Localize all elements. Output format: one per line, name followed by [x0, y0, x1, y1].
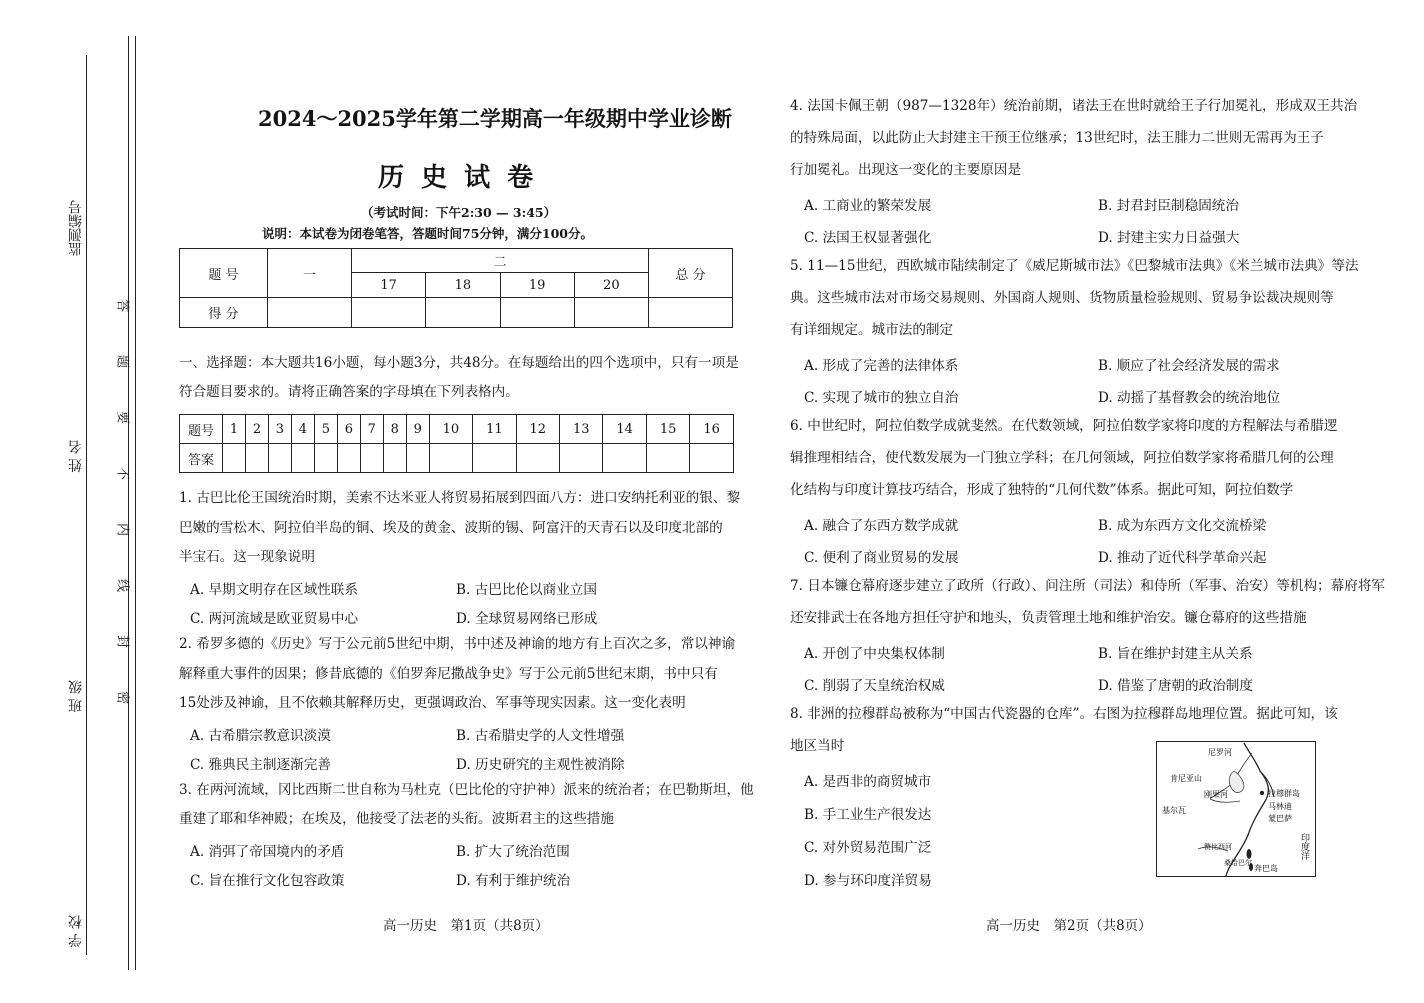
school-label: 学 校 — [68, 915, 84, 948]
q7-line: 7. 日本镰仓幕府逐步建立了政所（行政）、问注所（司法）和侍所（军事、治安）等机构；幕府将军 — [790, 578, 1386, 594]
map-label-zanzibar: 桑给巴尔 — [1224, 859, 1252, 867]
map-label-indian-ocean: 印度洋 — [1299, 833, 1309, 860]
answer-cell[interactable] — [429, 444, 472, 473]
score-cell[interactable] — [352, 298, 426, 328]
q1-option-d[interactable]: D. 全球贸易网络已形成 — [456, 611, 598, 627]
q8-line: 地区当时 — [790, 738, 845, 754]
answer-num: 3 — [268, 415, 291, 444]
score-cell[interactable] — [649, 298, 733, 328]
q5-line: 5. 11—15世纪，西欧城市陆续制定了《威尼斯城市法》《巴黎城市法典》《米兰城市法典》等法 — [790, 258, 1359, 274]
map-label-malindi: 马林迪 — [1268, 802, 1292, 811]
q2-option-b[interactable]: B. 古希腊史学的人文性增强 — [456, 728, 625, 744]
answer-num: 4 — [291, 415, 314, 444]
q2-line: 解释重大事件的因果；修昔底德的《伯罗奔尼撒战争史》写于公元前5世纪末期，书中只有 — [179, 666, 718, 682]
answer-num: 9 — [406, 415, 429, 444]
score-header-no: 题 号 — [180, 249, 268, 298]
class-label: 班 级 — [68, 680, 84, 713]
q7-option-a[interactable]: A. 开创了中央集权体制 — [804, 646, 945, 662]
seal-char: 内 — [114, 522, 130, 536]
answer-num: 1 — [223, 415, 246, 444]
q5-option-c[interactable]: C. 实现了城市的独立自治 — [804, 390, 959, 406]
score-header-two: 二 — [352, 249, 649, 273]
zanzibar-island — [1247, 849, 1252, 859]
answer-num: 11 — [473, 415, 516, 444]
exam-note: 说明：本试卷为闭卷笔答，答题时间75分钟，满分100分。 — [262, 226, 593, 241]
section1-line2: 符合题目要求的。请将正确答案的字母填在下列表格内。 — [179, 384, 519, 400]
answer-cell[interactable] — [360, 444, 383, 473]
q2-line: 2. 希罗多德的《历史》写于公元前5世纪中期，书中述及神谕的地方有上百次之多，常以神谕 — [179, 636, 736, 652]
score-header-score: 得 分 — [180, 298, 268, 328]
answer-num: 7 — [360, 415, 383, 444]
q4-option-b[interactable]: B. 封君封臣制稳固统治 — [1098, 198, 1239, 214]
answer-num: 16 — [690, 415, 734, 444]
q4-option-d[interactable]: D. 封建主实力日益强大 — [1098, 230, 1240, 246]
score-cell[interactable] — [574, 298, 648, 328]
q4-line: 行加冕礼。出现这一变化的主要原因是 — [790, 162, 1022, 178]
q4-line: 4. 法国卡佩王朝（987—1328年）统治前期，诸法王在世时就给王子行加冕礼，形成双王共治 — [790, 98, 1358, 114]
answer-cell[interactable] — [406, 444, 429, 473]
answer-num: 12 — [516, 415, 559, 444]
map-label-kenya: 肯尼亚山 — [1170, 774, 1202, 783]
q3-option-b[interactable]: B. 扩大了统治范围 — [456, 844, 570, 860]
answer-cell[interactable] — [690, 444, 734, 473]
subject-title: 历 史 试 卷 — [378, 163, 538, 193]
q6-option-c[interactable]: C. 便利了商业贸易的发展 — [804, 550, 959, 566]
q4-line: 的特殊局面，以此防止大封建主干预王位继承；13世纪时，法王腓力二世则无需再为王子 — [790, 130, 1324, 146]
q8-option-b[interactable]: B. 手工业生产很发达 — [804, 807, 932, 823]
q3-option-a[interactable]: A. 消弭了帝国境内的矛盾 — [190, 844, 345, 860]
q8-option-c[interactable]: C. 对外贸易范围广泛 — [804, 840, 932, 856]
q6-option-a[interactable]: A. 融合了东西方数学成就 — [804, 518, 959, 534]
name-label: 姓 名 — [68, 440, 84, 473]
seal-char: 不 — [114, 466, 130, 480]
map-label-pemba: 奔巴岛 — [1254, 864, 1278, 873]
seal-line — [128, 36, 129, 970]
exam-time: （考试时间：下午2:30 — 3:45） — [361, 205, 557, 220]
q1-line: 1. 古巴比伦王国统治时期，美索不达米亚人将贸易拓展到四面八方：进口安纳托利亚的银、黎 — [179, 490, 741, 506]
q8-line: 8. 非洲的拉穆群岛被称为“中国古代瓷器的仓库”。右图为拉穆群岛地理位置。据此可知，该 — [790, 706, 1338, 722]
exam-title: 2024～2025学年第二学期高一年级期中学业诊断 — [258, 106, 732, 131]
answer-num: 6 — [337, 415, 360, 444]
q1-line: 半宝石。这一现象说明 — [179, 549, 315, 565]
answer-cell[interactable] — [245, 444, 268, 473]
score-col: 20 — [574, 273, 648, 298]
answer-cell[interactable] — [223, 444, 246, 473]
q6-option-d[interactable]: D. 推动了近代科学革命兴起 — [1098, 550, 1267, 566]
answer-cell[interactable] — [268, 444, 291, 473]
q5-line: 典。这些城市法对市场交易规则、外国商人规则、货物质量检验规则、贸易争讼裁决规则等 — [790, 290, 1334, 306]
seal-line-inner — [135, 36, 136, 970]
answer-num: 5 — [314, 415, 337, 444]
q3-option-d[interactable]: D. 有利于维护统治 — [456, 873, 571, 889]
map-label-kilwa: 基尔瓦 — [1162, 806, 1186, 815]
section1-line1: 一、选择题：本大题共16小题，每小题3分，共48分。在每题给出的四个选项中，只有一项是 — [179, 355, 739, 371]
binding-line — [86, 55, 87, 955]
map-label-lamu: 拉穆群岛 — [1268, 789, 1300, 798]
answer-cell[interactable] — [603, 444, 646, 473]
map-label-zambezi: 赞比西河 — [1204, 843, 1232, 851]
answer-cell[interactable] — [516, 444, 559, 473]
q2-option-c[interactable]: C. 雅典民主制逐渐完善 — [190, 757, 331, 773]
page-footer-left: 高一历史 第1页（共8页） — [383, 918, 549, 934]
exam-no-label: 监测编号 — [68, 200, 84, 256]
seal-char: 线 — [114, 578, 130, 592]
answer-num: 2 — [245, 415, 268, 444]
answer-num: 8 — [383, 415, 406, 444]
answer-cell[interactable] — [314, 444, 337, 473]
q3-line: 重建了耶和华神殿；在埃及，他接受了法老的头衔。波斯君主的这些措施 — [179, 811, 614, 827]
score-col: 17 — [352, 273, 426, 298]
page-footer-right: 高一历史 第2页（共8页） — [986, 918, 1152, 934]
q1-option-c[interactable]: C. 两河流域是欧亚贸易中心 — [190, 611, 359, 627]
q3-option-c[interactable]: C. 旨在推行文化包容政策 — [190, 873, 345, 889]
q7-option-d[interactable]: D. 借鉴了唐朝的政治制度 — [1098, 678, 1253, 694]
seal-char: 题 — [114, 354, 130, 368]
q8-option-d[interactable]: D. 参与环印度洋贸易 — [804, 873, 932, 889]
score-header-one: 一 — [268, 249, 352, 298]
q8-option-a[interactable]: A. 是西非的商贸城市 — [804, 774, 932, 790]
q7-option-c[interactable]: C. 削弱了天皇统治权威 — [804, 678, 945, 694]
score-table — [179, 248, 733, 328]
q2-option-d[interactable]: D. 历史研究的主观性被消除 — [456, 757, 625, 773]
score-cell[interactable] — [500, 298, 574, 328]
q1-option-a[interactable]: A. 早期文明存在区域性联系 — [190, 582, 358, 598]
q7-option-b[interactable]: B. 旨在维护封建主从关系 — [1098, 646, 1253, 662]
score-col: 18 — [426, 273, 500, 298]
answer-num: 10 — [429, 415, 472, 444]
answer-cell[interactable] — [473, 444, 516, 473]
seal-char: 要 — [114, 410, 130, 424]
seal-char: 答 — [114, 298, 130, 312]
map-label-congo: 刚果河 — [1204, 790, 1228, 799]
q5-option-a[interactable]: A. 形成了完善的法律体系 — [804, 358, 959, 374]
q3-line: 3. 在两河流域，冈比西斯二世自称为马杜克（巴比伦的守护神）派来的统治者；在巴勒斯坦，他 — [179, 782, 754, 798]
answer-num: 14 — [603, 415, 646, 444]
lamu-marker — [1260, 791, 1264, 795]
q4-option-c[interactable]: C. 法国王权显著强化 — [804, 230, 932, 246]
answer-cell[interactable] — [337, 444, 360, 473]
answer-header-ans: 答案 — [180, 444, 223, 473]
answer-cell[interactable] — [560, 444, 603, 473]
score-cell[interactable] — [268, 298, 352, 328]
seal-char: 密 — [114, 690, 130, 704]
q5-line: 有详细规定。城市法的制定 — [790, 322, 954, 338]
answer-num: 13 — [560, 415, 603, 444]
map-label-mombasa: 蒙巴萨 — [1268, 814, 1292, 823]
q5-option-d[interactable]: D. 动摇了基督教会的统治地位 — [1098, 390, 1281, 406]
q7-line: 还安排武士在各地方担任守护和地头，负责管理土地和维护治安。镰仓幕府的这些措施 — [790, 610, 1307, 626]
map-label-nile: 尼罗河 — [1208, 748, 1232, 757]
answer-cell[interactable] — [291, 444, 314, 473]
answer-cell[interactable] — [383, 444, 406, 473]
q5-option-b[interactable]: B. 顺应了社会经济发展的需求 — [1098, 358, 1280, 374]
q6-option-b[interactable]: B. 成为东西方文化交流桥梁 — [1098, 518, 1267, 534]
q1-option-b[interactable]: B. 古巴比伦以商业立国 — [456, 582, 597, 598]
q1-line: 巴嫩的雪松木、阿拉伯半岛的铜、埃及的黄金、波斯的锡、阿富汗的天青石以及印度北部的 — [179, 520, 723, 536]
q4-option-a[interactable]: A. 工商业的繁荣发展 — [804, 198, 932, 214]
score-col: 19 — [500, 273, 574, 298]
seal-char: 封 — [114, 634, 130, 648]
q6-line: 辑推理相结合，使代数发展为一门独立学科；在几何领域，阿拉伯数学家将希腊几何的公理 — [790, 450, 1334, 466]
lamu-map — [1156, 741, 1316, 877]
answer-num: 15 — [646, 415, 689, 444]
answer-table — [179, 414, 734, 473]
score-cell[interactable] — [426, 298, 500, 328]
score-header-total: 总 分 — [649, 249, 733, 298]
answer-header-no: 题号 — [180, 415, 223, 444]
q2-line: 15处涉及神谕，且不依赖其解释历史，更强调政治、军事等现实因素。这一变化表明 — [179, 695, 686, 711]
q6-line: 化结构与印度计算技巧结合，形成了独特的“几何代数”体系。据此可知，阿拉伯数学 — [790, 482, 1294, 498]
q6-line: 6. 中世纪时，阿拉伯数学成就斐然。在代数领域，阿拉伯数学家将印度的方程解法与希腊逻 — [790, 418, 1338, 434]
answer-cell[interactable] — [646, 444, 689, 473]
q2-option-a[interactable]: A. 古希腊宗教意识淡漠 — [190, 728, 331, 744]
